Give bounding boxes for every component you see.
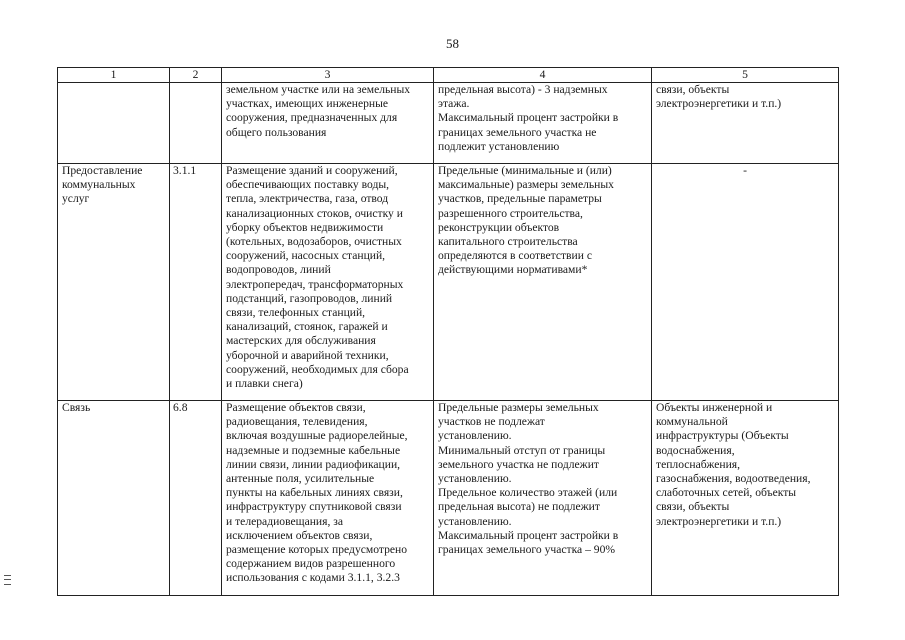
- use-type-code-cell: 3.1.1: [170, 164, 222, 401]
- use-type-name-cell: Связь: [58, 401, 170, 596]
- table-row: [58, 83, 839, 164]
- use-type-description-cell: Размещение зданий и сооружений, обеспечивающих поставку воды, тепла, электричества, газа, отвод канализационных стоков, очистку и уборку объектов недвижимости (котельных, водозаборов, очистных сооружений, насосных станций, водопроводов, линий электропередач, трансформаторных подстанций, газопроводов, линий связи, телефонных станций, канализаций, стоянок, гаражей и мастерских для обслуживания уборочной и аварийной техники, сооружений, необходимых для сбора и плавки снега): [222, 164, 434, 401]
- use-type-code-cell: 6.8: [170, 401, 222, 596]
- column-header: 1: [58, 68, 170, 83]
- use-type-description-cell: земельном участке или на земельных участках, имеющих инженерные сооружения, предназначенных для общего пользования: [222, 83, 434, 164]
- building-parameters-cell: предельная высота) - 3 надземных этажа. Максимальный процент застройки в границах земельного участка не подлежит установлению: [434, 83, 652, 164]
- notes-cell: Объекты инженерной и коммунальной инфраструктуры (Объекты водоснабжения, теплоснабжения, газоснабжения, водоотведения, слаботочных сетей, объекты связи, объекты электроэнергетики и т.п.): [652, 401, 839, 596]
- table-row: [58, 164, 839, 401]
- page-number: 58: [446, 36, 459, 51]
- column-header: 2: [170, 68, 222, 83]
- column-header: 5: [652, 68, 839, 83]
- land-use-regulations-table: [57, 67, 839, 596]
- table-header-row: [58, 68, 839, 83]
- use-type-description-cell: Размещение объектов связи, радиовещания, телевидения, включая воздушные радиорелейные, надземные и подземные кабельные линии связи, линии радиофикации, антенные поля, усилительные пункты на кабельных линиях связи, инфраструктуру спутниковой связи и телерадиовещания, за исключением объектов связи, размещение которых предусмотрено содержанием видов разрешенного использования с кодами 3.1.1, 3.2.3: [222, 401, 434, 596]
- notes-cell: связи, объекты электроэнергетики и т.п.): [652, 83, 839, 164]
- notes-cell: -: [652, 164, 839, 401]
- building-parameters-cell: Предельные размеры земельных участков не подлежат установлению. Минимальный отступ от границы земельного участка не подлежит установлению. Предельное количество этажей (или предельная высота) не подлежит установлению. Максимальный процент застройки в границах земельного участка – 90%: [434, 401, 652, 596]
- table-row: [58, 401, 839, 596]
- column-header: 4: [434, 68, 652, 83]
- building-parameters-cell: Предельные (минимальные и (или) максимальные) размеры земельных участков, предельные параметры разрешенного строительства, реконструкции объектов капитального строительства определяются в соответствии с действующими нормативами*: [434, 164, 652, 401]
- margin-scan-mark: [4, 575, 11, 585]
- use-type-name-cell: [58, 83, 170, 164]
- use-type-name-cell: Предоставление коммунальных услуг: [58, 164, 170, 401]
- use-type-code-cell: [170, 83, 222, 164]
- column-header: 3: [222, 68, 434, 83]
